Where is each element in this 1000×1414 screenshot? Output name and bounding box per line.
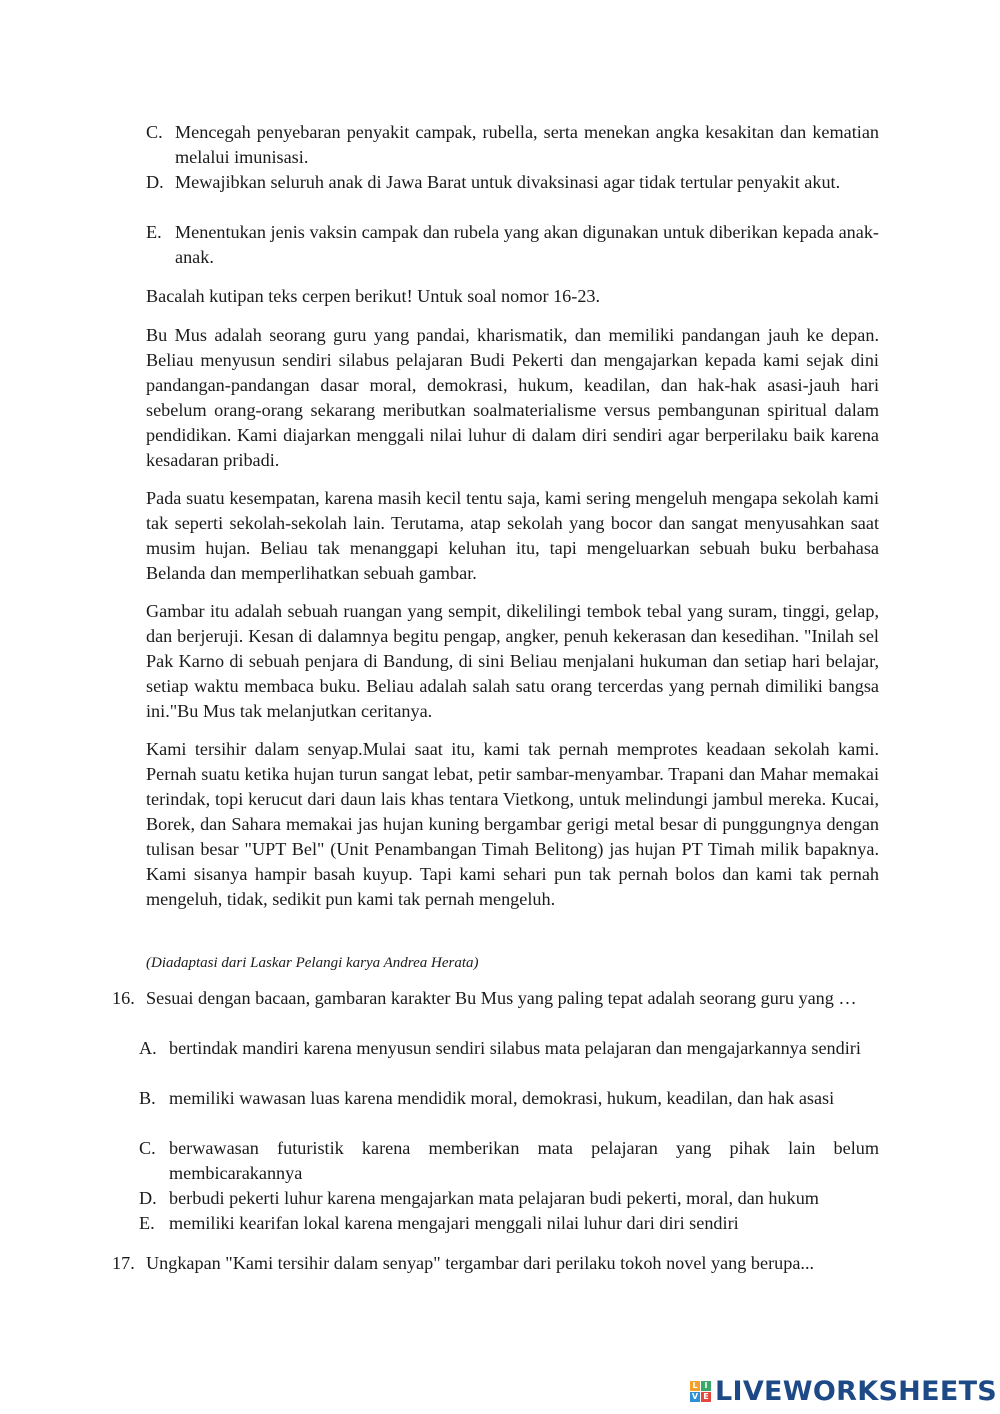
passage-paragraph-4 <box>146 737 879 912</box>
option-text: memiliki wawasan luas karena mendidik moral, demokrasi, hukum, keadilan, dan hak asasi <box>169 1088 835 1108</box>
question-number: 17. <box>112 1253 135 1273</box>
passage-paragraph-1 <box>146 323 879 473</box>
logo-grid-icon <box>690 1381 711 1402</box>
option-letter: C. <box>146 122 163 142</box>
logo-tile: V <box>691 1391 699 1401</box>
option-text: bertindak mandiri karena menyusun sendiri silabus mata pelajaran dan mengajarkannya sendiri <box>169 1038 861 1058</box>
passage-source: (Diadaptasi dari Laskar Pelangi karya Andrea Herata) <box>146 955 479 971</box>
prev-option-c[interactable] <box>146 120 879 170</box>
option-letter: A. <box>139 1038 157 1058</box>
passage-paragraph-3 <box>146 599 879 724</box>
question-number: 16. <box>112 988 135 1008</box>
paragraph-text: Kami tersihir dalam senyap.Mulai saat itu, kami tak pernah memprotes keadaan sekolah kami. Pernah suatu ketika hujan turun sangat lebat, petir sambar-menyambar. Trapani dan Mahar memakai terindak, topi kerucut dari daun lais khas tentara Vietkong, untuk melindungi jambul mereka. Kucai, Borek, dan Sahara memakai jas hujan kuning bergambar gerigi metal besar di punggungnya dengan tulisan besar "UPT Bel" (Unit Penambangan Timah Belitong) jas hujan PT Timah milik bapaknya. Kami sisanya hampir basah kuyup. Tapi kami sehari pun tak pernah bolos dan kami tak pernah mengeluh, tidak, sedikit pun kami tak pernah mengeluh. <box>146 739 879 909</box>
option-text: memiliki kearifan lokal karena mengajari menggali nilai luhur dari diri sendiri <box>169 1213 739 1233</box>
liveworksheets-logo[interactable] <box>690 1376 997 1406</box>
logo-tile: E <box>701 1392 711 1402</box>
question-text: Sesuai dengan bacaan, gambaran karakter Bu Mus yang paling tepat adalah seorang guru yang … <box>146 988 857 1008</box>
option-text: berbudi pekerti luhur karena mengajarkan mata pelajaran budi pekerti, moral, dan hukum <box>169 1188 819 1208</box>
paragraph-text: Bu Mus adalah seorang guru yang pandai, kharismatik, dan memiliki pandangan jauh ke depan. Beliau menyusun sendiri silabus pelajaran Budi Pekerti dan mengajarkan kepada kami sejak dini pandangan-pandangan dasar moral, demokrasi, hukum, keadilan, dan hak-hak asasi-jauh hari sebelum orang-orang sekarang meributkan soalmaterialisme versus pembangunan spiritual dalam pendidikan. Kami diajarkan menggali nilai luhur di dalam diri sendiri agar berperilaku baik karena kesadaran pribadi. <box>146 325 879 470</box>
option-text: Mewajibkan seluruh anak di Jawa Barat untuk divaksinasi agar tidak tertular penyakit akut. <box>175 172 841 192</box>
logo-tile: I <box>701 1381 711 1391</box>
prev-option-d[interactable] <box>146 170 879 195</box>
option-letter: C. <box>139 1138 156 1158</box>
option-letter: E. <box>139 1213 155 1233</box>
question-16 <box>112 986 879 1011</box>
option-letter: E. <box>146 222 162 242</box>
reading-instruction <box>146 284 879 309</box>
q16-option-a[interactable] <box>139 1036 879 1061</box>
q16-option-b[interactable] <box>139 1086 879 1111</box>
option-text: Mencegah penyebaran penyakit campak, rubella, serta menekan angka kesakitan dan kematian melalui imunisasi. <box>175 122 879 167</box>
logo-tile: L <box>690 1381 700 1391</box>
q16-option-e[interactable] <box>139 1211 879 1236</box>
option-text: Menentukan jenis vaksin campak dan rubela yang akan digunakan untuk diberikan kepada anak-anak. <box>175 222 879 267</box>
option-letter: D. <box>146 172 164 192</box>
instruction-text: Bacalah kutipan teks cerpen berikut! Untuk soal nomor 16-23. <box>146 286 601 306</box>
passage-paragraph-2 <box>146 486 879 586</box>
option-text: berwawasan futuristik karena memberikan mata pelajaran yang pihak lain belum membicarakannya <box>169 1138 879 1183</box>
option-letter: B. <box>139 1088 156 1108</box>
question-17 <box>112 1251 879 1276</box>
option-letter: D. <box>139 1188 157 1208</box>
question-text: Ungkapan "Kami tersihir dalam senyap" tergambar dari perilaku tokoh novel yang berupa... <box>146 1253 815 1273</box>
q16-option-c[interactable] <box>139 1136 879 1186</box>
logo-text: LIVEWORKSHEETS <box>715 1375 998 1407</box>
paragraph-text: Gambar itu adalah sebuah ruangan yang sempit, dikelilingi tembok tebal yang suram, tinggi, gelap, dan berjeruji. Kesan di dalamnya begitu pengap, angker, penuh kekerasan dan kesedihan. "Inilah sel Pak Karno di sebuah penjara di Bandung, di sini Beliau menjalani hukuman dan setiap hari belajar, setiap waktu membaca buku. Beliau adalah salah satu orang tercerdas yang pernah dimiliki bangsa ini."Bu Mus tak melanjutkan ceritanya. <box>146 601 879 721</box>
prev-option-e[interactable] <box>146 220 879 270</box>
paragraph-text: Pada suatu kesempatan, karena masih kecil tentu saja, kami sering mengeluh mengapa sekolah kami tak seperti sekolah-sekolah lain. Terutama, atap sekolah yang bocor dan sangat menyusahkan saat musim hujan. Beliau tak menanggapi keluhan itu, tapi mengeluarkan sebuah buku berbahasa Belanda dan memperlihatkan sebuah gambar. <box>146 488 879 583</box>
q16-option-d[interactable] <box>139 1186 879 1211</box>
